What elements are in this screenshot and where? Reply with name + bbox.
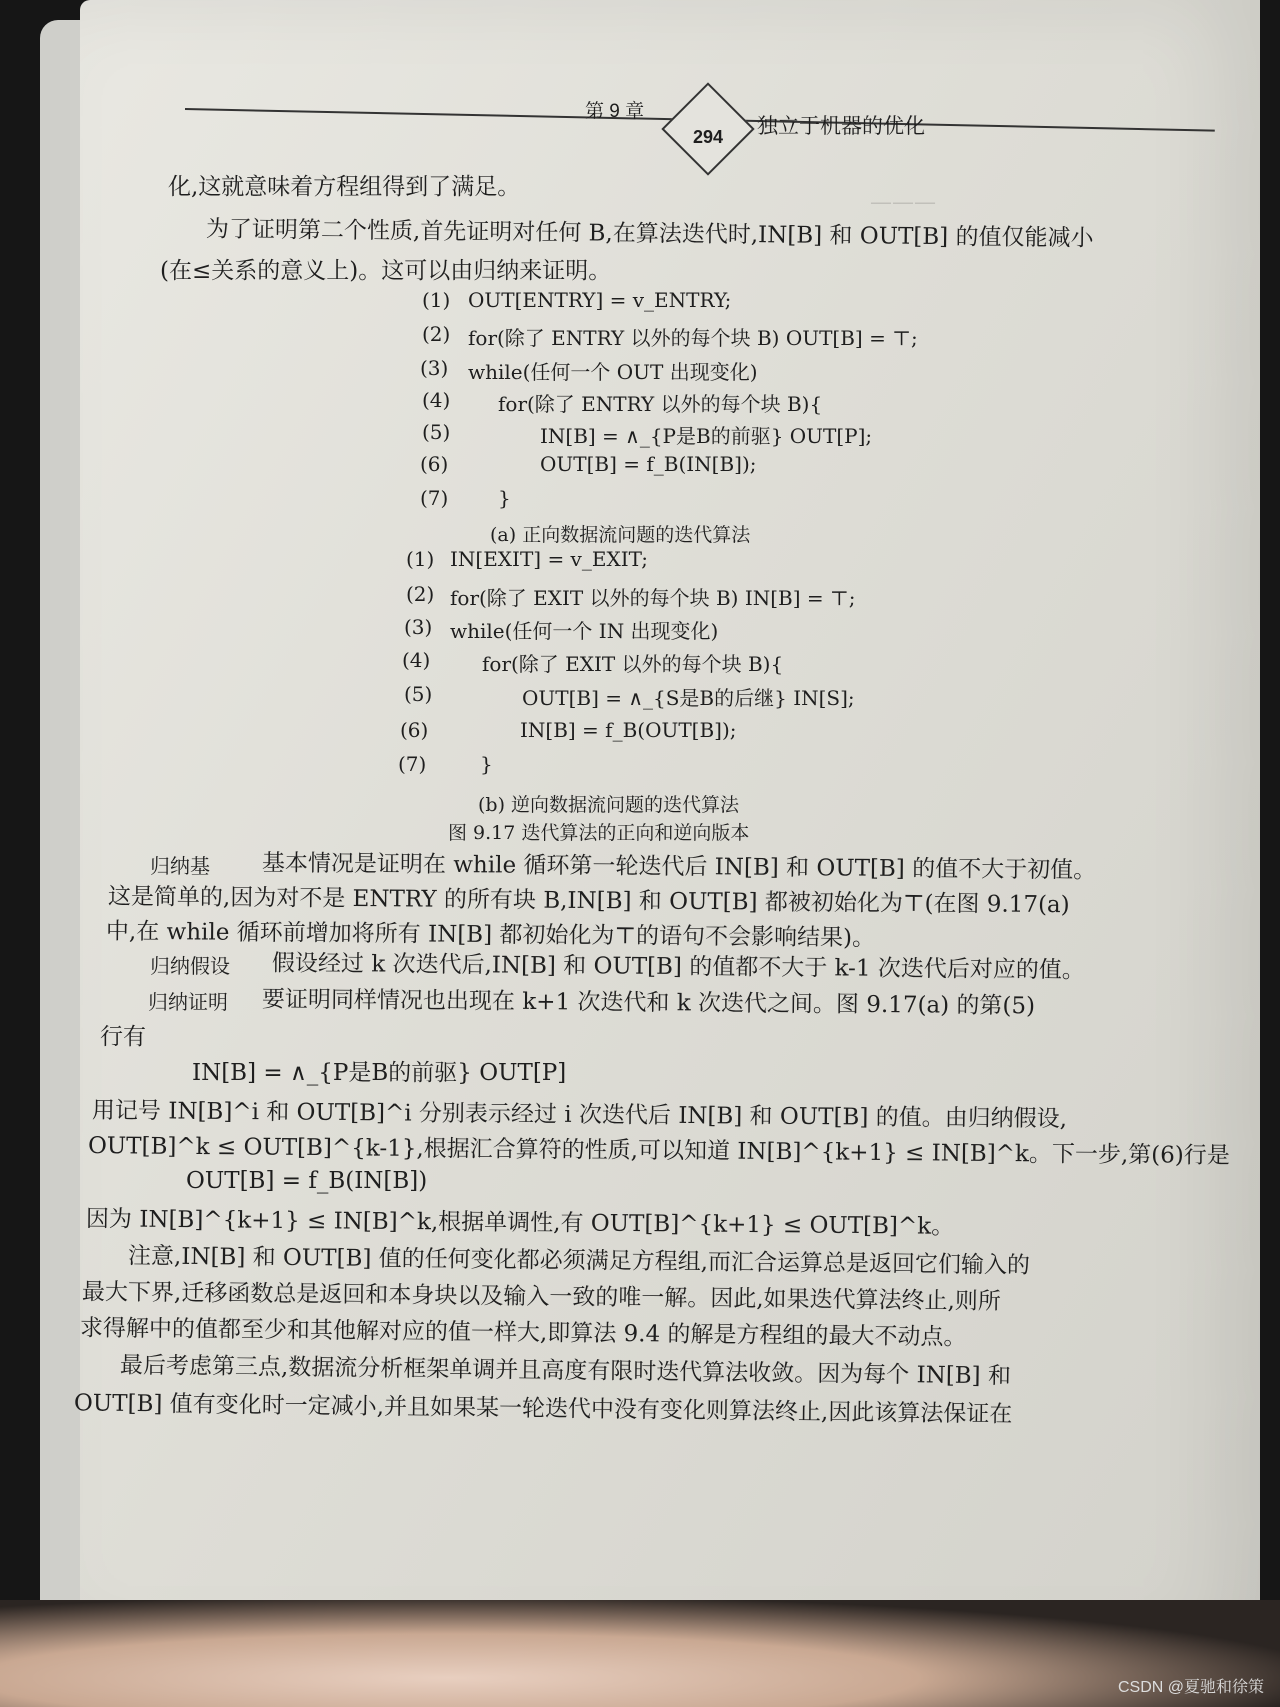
- algo-line-num: (5): [404, 682, 433, 706]
- paragraph-line: 最大下界,迁移函数总是返回和本身块以及输入一致的唯一解。因此,如果迭代算法终止,则所: [81, 1279, 1002, 1315]
- bleed-through-text: ———: [870, 190, 936, 215]
- algo-line-num: (2): [422, 322, 451, 346]
- paragraph-line: 这是简单的,因为对不是 ENTRY 的所有块 B,IN[B] 和 OUT[B] 都被初始化为⊤(在图 9.17(a): [107, 883, 1070, 919]
- paragraph-line: 要证明同样情况也出现在 k+1 次迭代和 k 次迭代之间。图 9.17(a) 的第(5): [261, 986, 1036, 1020]
- algo-line-num: (7): [398, 752, 427, 776]
- equation: IN[B] = ∧_{P是B的前驱} OUT[P]: [192, 1060, 567, 1086]
- algo-line-text: OUT[B] = f_B(IN[B]);: [540, 452, 757, 476]
- algorithm-caption: (b) 逆向数据流问题的迭代算法: [478, 794, 740, 816]
- paragraph-line: 假设经过 k 次迭代后,IN[B] 和 OUT[B] 的值都不大于 k-1 次迭代后对应的值。: [271, 950, 1085, 984]
- chapter-label: 第 9 章: [585, 101, 645, 122]
- algo-line-text: IN[EXIT] = v_EXIT;: [450, 547, 648, 571]
- algo-line-text: OUT[B] = ∧_{S是B的后继} IN[S];: [522, 686, 855, 710]
- finger-shadow: [0, 1600, 1280, 1707]
- paragraph-line: 求得解中的值都至少和其他解对应的值一样大,即算法 9.4 的解是方程组的最大不动点。: [79, 1315, 967, 1351]
- paragraph-line: (在≤关系的意义上)。这可以由归纳来证明。: [160, 258, 612, 284]
- paragraph-line: 最后考虑第三点,数据流分析框架单调并且高度有限时迭代算法收敛。因为每个 IN[B] 和: [119, 1352, 1012, 1390]
- algo-line-num: (6): [420, 452, 449, 476]
- equation: OUT[B] = f_B(IN[B]): [186, 1168, 428, 1194]
- paragraph-line: 用记号 IN[B]^i 和 OUT[B]^i 分别表示经过 i 次迭代后 IN[B] 和 OUT[B] 的值。由归纳假设,: [91, 1097, 1068, 1133]
- algo-line-num: (1): [422, 288, 451, 312]
- algo-line-num: (4): [402, 648, 431, 672]
- page-number: 294: [692, 127, 724, 147]
- paragraph-line: 基本情况是证明在 while 循环第一轮迭代后 IN[B] 和 OUT[B] 的值不大于初值。: [261, 850, 1097, 884]
- algo-line-num: (3): [420, 356, 449, 380]
- algo-line-text: }: [480, 752, 493, 776]
- algo-line-text: IN[B] = f_B(OUT[B]);: [520, 718, 737, 742]
- algo-line-text: IN[B] = ∧_{P是B的前驱} OUT[P];: [540, 424, 873, 448]
- algo-line-num: (5): [422, 420, 451, 444]
- paragraph-line: 因为 IN[B]^{k+1} ≤ IN[B]^k,根据单调性,有 OUT[B]^{k+1} ≤ OUT[B]^k。: [85, 1206, 955, 1240]
- algo-line-num: (1): [406, 547, 435, 571]
- paragraph-line: 中,在 while 循环前增加将所有 IN[B] 都初始化为⊤的语句不会影响结果)。: [105, 918, 876, 952]
- paragraph-line: 化,这就意味着方程组得到了满足。: [168, 174, 521, 200]
- section-label: 归纳假设: [150, 954, 230, 978]
- algo-line-num: (4): [422, 388, 451, 412]
- algo-line-num: (7): [420, 486, 449, 510]
- figure-caption: 图 9.17 迭代算法的正向和逆向版本: [448, 822, 750, 844]
- algo-line-text: for(除了 ENTRY 以外的每个块 B){: [498, 392, 823, 416]
- paragraph-line: 行有: [100, 1024, 146, 1050]
- algo-line-text: while(任何一个 OUT 出现变化): [468, 360, 758, 384]
- section-label: 归纳证明: [148, 990, 228, 1014]
- paragraph-line: 为了证明第二个性质,首先证明对任何 B,在算法迭代时,IN[B] 和 OUT[B] 的值仅能减小: [205, 216, 1094, 252]
- watermark: CSDN @夏驰和徐策: [1117, 1679, 1264, 1696]
- section-label: 归纳基: [150, 854, 210, 878]
- chapter-title: 独立于机器的优化: [757, 115, 925, 138]
- paragraph-line: OUT[B] 值有变化时一定减小,并且如果某一轮迭代中没有变化则算法终止,因此该算法保证在: [73, 1390, 1013, 1428]
- algo-line-text: for(除了 EXIT 以外的每个块 B) IN[B] = ⊤;: [450, 586, 856, 610]
- algo-line-text: for(除了 ENTRY 以外的每个块 B) OUT[B] = ⊤;: [468, 326, 918, 350]
- paragraph-line: OUT[B]^k ≤ OUT[B]^{k-1},根据汇合算符的性质,可以知道 IN[B]^{k+1} ≤ IN[B]^k。下一步,第(6)行是: [87, 1133, 1230, 1169]
- algo-line-text: while(任何一个 IN 出现变化): [450, 619, 719, 643]
- algo-line-text: }: [498, 486, 511, 510]
- algo-line-num: (2): [406, 582, 435, 606]
- algo-line-num: (3): [404, 615, 433, 639]
- algo-line-text: for(除了 EXIT 以外的每个块 B){: [482, 652, 784, 676]
- paragraph-line: 注意,IN[B] 和 OUT[B] 值的任何变化都必须满足方程组,而汇合运算总是返回它们输入的: [127, 1243, 1031, 1279]
- algorithm-caption: (a) 正向数据流问题的迭代算法: [490, 524, 751, 546]
- algo-line-num: (6): [400, 718, 429, 742]
- algo-line-text: OUT[ENTRY] = v_ENTRY;: [468, 288, 732, 312]
